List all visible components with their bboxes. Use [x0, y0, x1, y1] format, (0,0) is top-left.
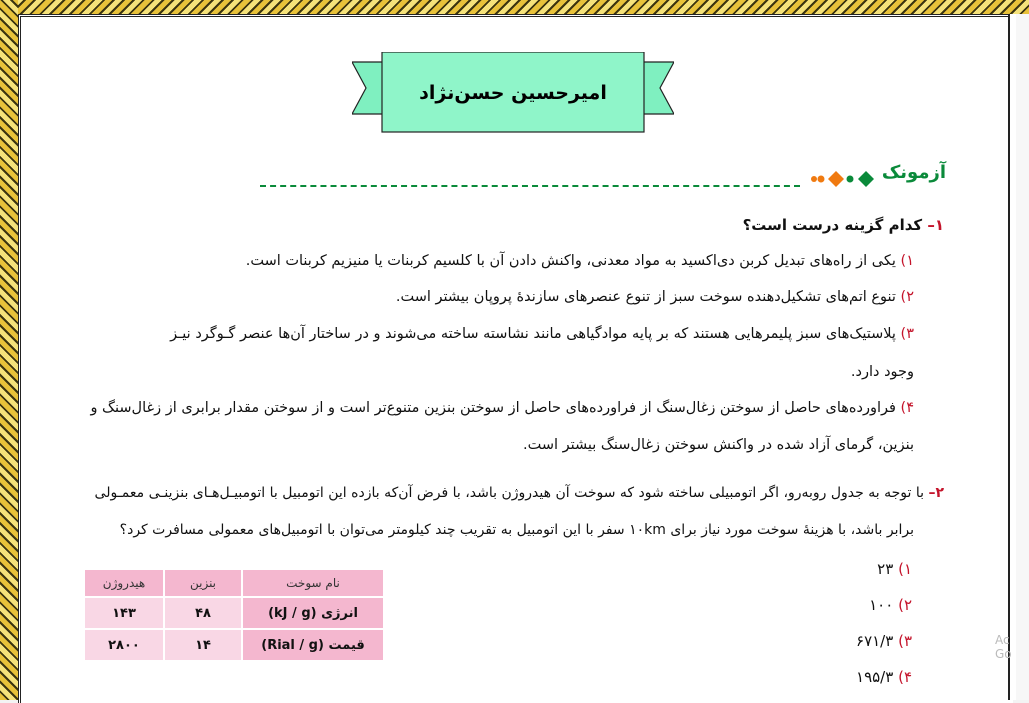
option-number: ۱) [900, 253, 914, 269]
option-number: ۳) [898, 632, 912, 650]
question-1-text: کدام گزینه درست است؟ [742, 216, 923, 234]
q1-option-3-continued: وجود دارد. [850, 364, 914, 380]
option-number: ۳) [900, 326, 914, 342]
q2-answer-2[interactable] [869, 596, 912, 614]
section-heading: آزمونک [881, 162, 946, 183]
q1-option-4[interactable] [90, 400, 914, 416]
option-text: ۱۰۰ [869, 596, 894, 614]
option-text: ۲۳ [877, 560, 894, 578]
section-divider [260, 185, 800, 187]
author-name: امیرحسین حسن‌نژاد [419, 82, 607, 104]
option-number: ۱) [898, 560, 912, 578]
option-number: ۲) [900, 289, 914, 305]
option-number: ۴) [898, 668, 912, 686]
option-text: تنوع اتم‌های تشکیل‌دهنده سوخت سبز از تنوع عنصرهای سازندهٔ پروپان بیشتر است. [395, 289, 896, 305]
question-1-number: ۱– [927, 216, 944, 234]
decorative-border-left [0, 0, 18, 700]
option-text: پلاستیک‌های سبز پلیمرهایی هستند که بر پایه مواد‌گیاهی مانند نشاسته ساخته می‌شوند و در ساختار آن‌ها عنصر گـوگرد نیـز [170, 326, 896, 342]
title-ribbon [352, 52, 674, 134]
activation-watermark [995, 633, 1012, 661]
question-2-line-2: برابر باشد، با هزینهٔ سوخت مورد نیاز برای ۱۰km سفر با این اتومبیل به تقریب چند کیلومتر می‌توان با اتومبیل‌های معمولی مسافرت کرد؟ [119, 522, 914, 538]
q1-option-2[interactable] [396, 289, 914, 305]
option-text: فراورده‌های حاصل از سوختن زغال‌سنگ از فراورده‌های حاصل از سوختن بنزین متنوع‌تر است و از سوختن مقدار برابری از زغال‌سنگ و [90, 400, 896, 416]
question-1-title [743, 216, 944, 234]
table-cell: ۲۸۰۰ [84, 629, 164, 661]
question-2-line-1 [95, 485, 944, 501]
q2-answer-3[interactable] [856, 632, 912, 650]
table-header-cell: بنزین [164, 569, 242, 597]
table-cell: قیمت (Rial / g) [242, 629, 384, 661]
table-cell: ۴۸ [164, 597, 242, 629]
option-text: ۶۷۱/۳ [856, 632, 894, 650]
table-row [84, 597, 384, 629]
decorative-border-top [0, 0, 1029, 14]
q1-option-4-continued: بنزین، گرمای آزاد شده در واکنش سوختن زغال‌سنگ بیشتر است. [522, 437, 914, 453]
q1-option-1[interactable] [246, 253, 914, 269]
question-2-text-1: با توجه به جدول روبه‌رو، اگر اتومبیلی ساخته شود که سوخت آن هیدروژن باشد، با فرض آن‌که بازده این اتومبیل با اتومبیـل‌هـای بنزینـی معمـولی [94, 485, 924, 501]
page-edge [1016, 14, 1029, 700]
table-header-cell: نام سوخت [242, 569, 384, 597]
table-cell: ۱۴۳ [84, 597, 164, 629]
option-number: ۴) [900, 400, 914, 416]
watermark-line-2: Go [995, 647, 1012, 661]
table-header-cell: هیدروژن [84, 569, 164, 597]
option-number: ۲) [898, 596, 912, 614]
q2-answer-4[interactable] [856, 668, 912, 686]
option-text: ۱۹۵/۳ [856, 668, 894, 686]
table-cell: ۱۴ [164, 629, 242, 661]
diamond-ornament-icon [808, 169, 880, 189]
question-2-number: ۲– [928, 485, 944, 501]
table-cell: انرژی (kJ / g) [242, 597, 384, 629]
option-text: یکی از راه‌های تبدیل کربن دی‌اکسید به مواد معدنی، واکنش دادن آن با کلسیم کربنات یا منیزیم کربنات است. [245, 253, 896, 269]
table-row [84, 629, 384, 661]
watermark-line-1: Ac [995, 633, 1010, 647]
q1-option-3[interactable] [170, 326, 914, 342]
table-header-row [84, 569, 384, 597]
fuel-data-table [83, 568, 385, 662]
q2-answer-1[interactable] [877, 560, 912, 578]
